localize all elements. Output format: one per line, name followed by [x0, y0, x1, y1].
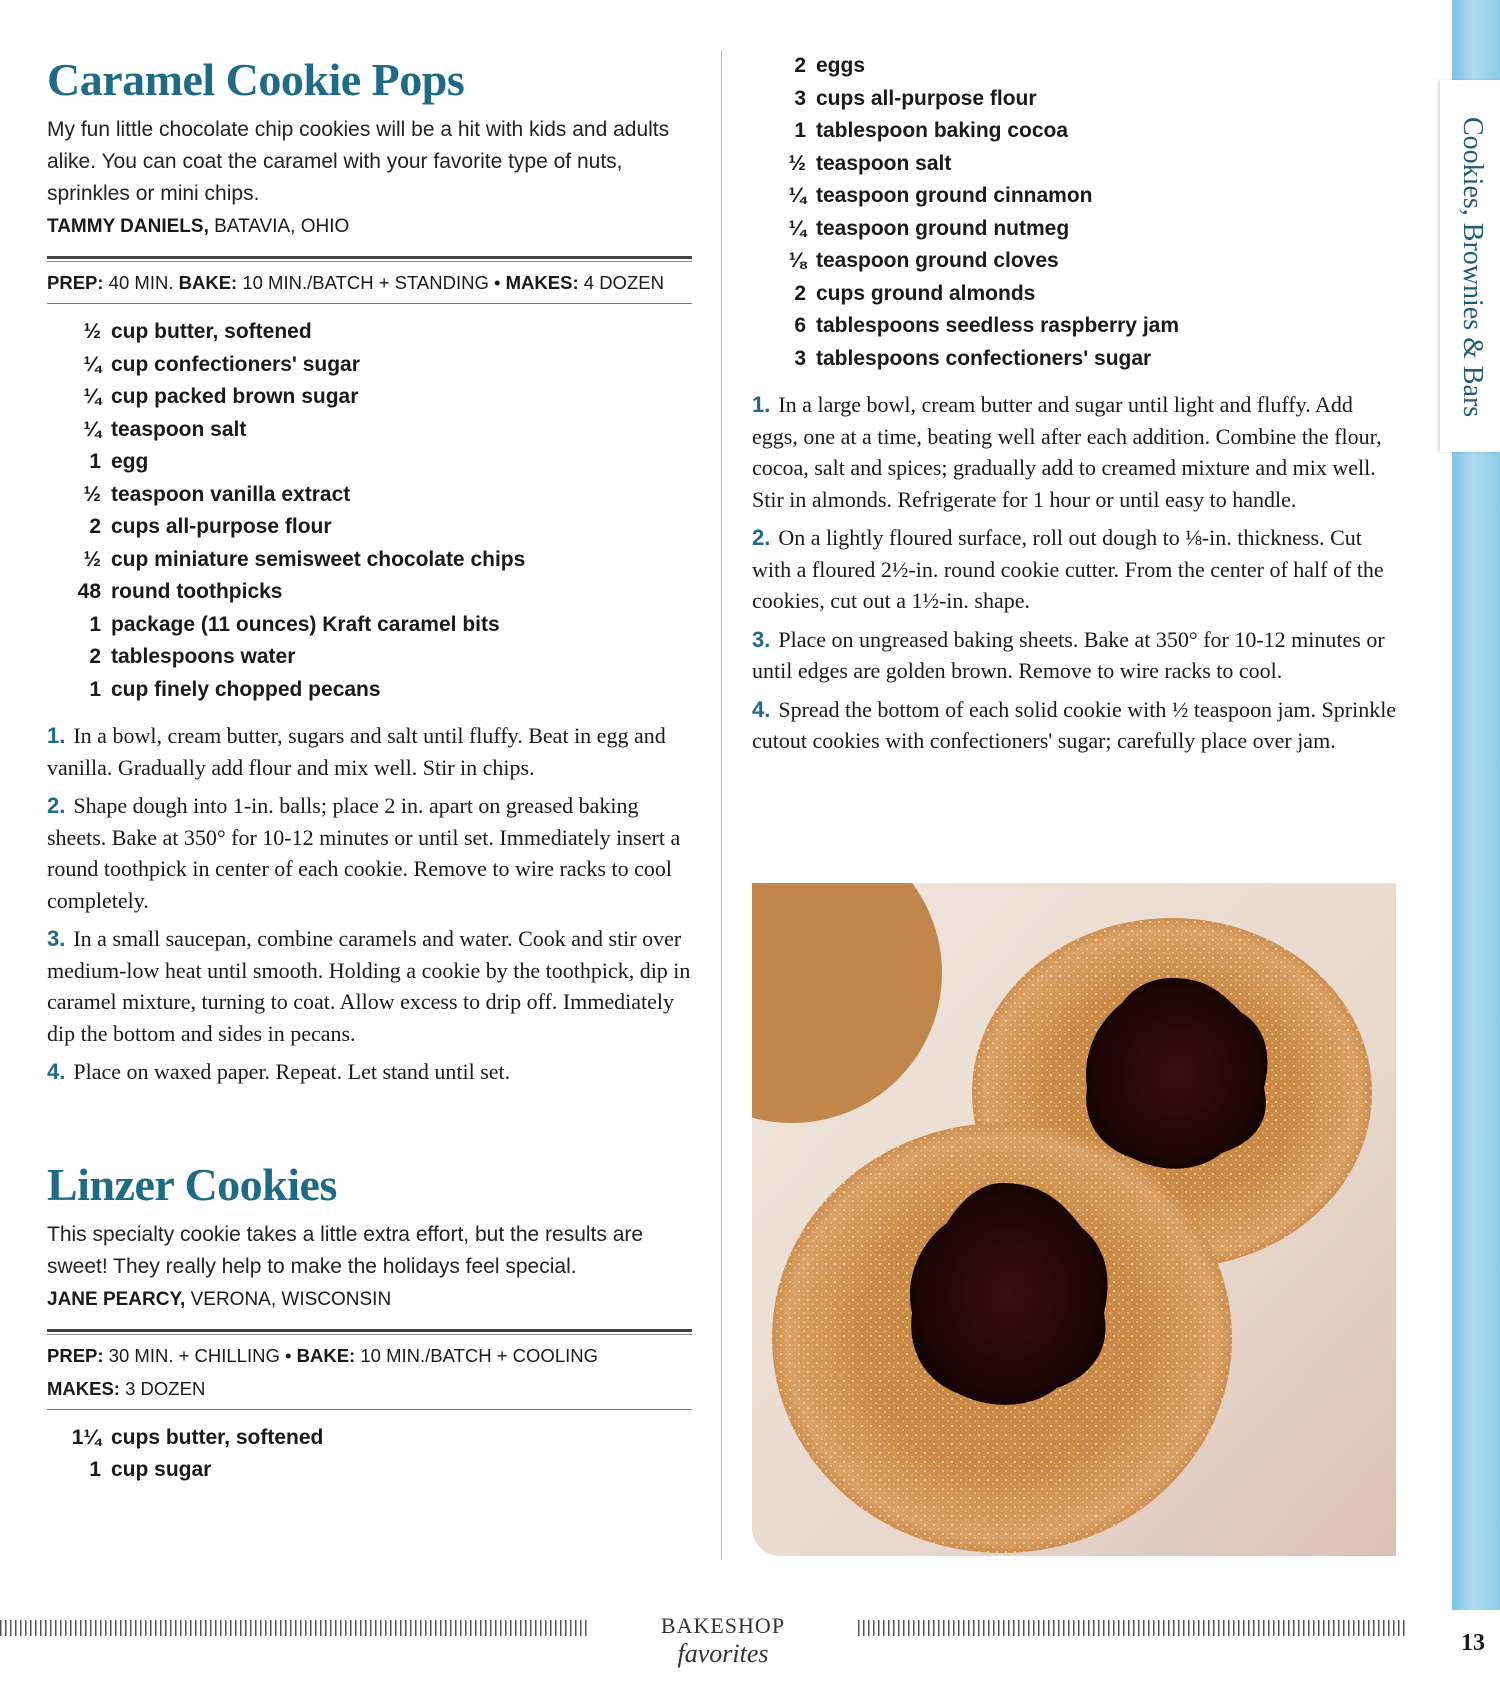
ingredient-name: cup confectioners' sugar — [111, 352, 360, 376]
direction-step — [47, 1056, 692, 1088]
recipe-intro: My fun little chocolate chip cookies will be a hit with kids and adults alike. You can coat the caramel with your favorite type of nuts, sprinkles or mini chips. — [47, 118, 670, 205]
recipe-meta — [47, 1335, 692, 1410]
ingredient-item — [752, 50, 1402, 83]
direction-step — [752, 624, 1402, 687]
step-text: In a bowl, cream butter, sugars and salt until fluffy. Beat in egg and vanilla. Gradually add flour and mix well. Stir in chips. — [47, 723, 666, 780]
ingredient-name: round toothpicks — [111, 580, 283, 603]
ingredient-qty: 1 — [89, 677, 101, 701]
ingredient-name: eggs — [816, 54, 866, 77]
recipe-byline — [47, 1289, 692, 1311]
step-number: 1. — [47, 723, 66, 748]
ingredient-qty: ½ — [788, 151, 806, 175]
step-text: In a large bowl, cream butter and sugar until light and fluffy. Add eggs, one at a time, beating well after each addition. Combine the flour, cocoa, salt and spices; gradually add to creamed mixture and mix well. Stir in almonds. Refrigerate for 1 hour or until easy to handle. — [752, 392, 1382, 512]
ingredient-item — [752, 180, 1402, 213]
meta-label: PREP: — [47, 1344, 104, 1366]
ingredient-item — [752, 83, 1402, 116]
author-name: TAMMY DANIELS, — [47, 216, 209, 237]
ingredient-item — [47, 381, 692, 414]
direction-list — [752, 389, 1402, 757]
ingredient-item — [752, 148, 1402, 181]
brand-caps: BAKESHOP — [660, 1613, 786, 1638]
recipe-meta — [47, 262, 692, 304]
meta-value: 10 MIN./BATCH + STANDING • — [237, 272, 506, 293]
ingredient-item — [752, 245, 1402, 278]
ingredient-name: teaspoon salt — [816, 151, 952, 175]
ingredient-item — [47, 609, 692, 642]
ingredient-item — [47, 446, 692, 479]
brand-italic: favorites — [677, 1639, 769, 1668]
meta-value: 30 MIN. + CHILLING • — [103, 1344, 297, 1366]
right-column — [752, 50, 1402, 764]
step-number: 1. — [752, 392, 771, 417]
direction-step — [752, 389, 1402, 515]
ingredient-list — [752, 50, 1402, 375]
ingredient-qty: ¼ — [788, 184, 806, 207]
meta-line — [47, 266, 692, 299]
ingredient-name: cups butter, softened — [111, 1425, 324, 1449]
ingredient-qty: 2 — [89, 515, 101, 538]
ingredient-list — [47, 316, 692, 706]
ingredient-item — [752, 278, 1402, 311]
ingredient-item — [752, 213, 1402, 246]
ingredient-item — [752, 115, 1402, 148]
ingredient-name: teaspoon ground nutmeg — [816, 216, 1070, 240]
ingredient-qty: 3 — [794, 86, 806, 110]
ingredient-name: cup finely chopped pecans — [111, 677, 381, 701]
meta-value: 40 MIN. — [103, 272, 179, 293]
step-number: 3. — [752, 626, 771, 652]
step-text: Place on waxed paper. Repeat. Let stand until set. — [73, 1059, 511, 1084]
ingredient-qty: ¼ — [83, 352, 101, 376]
meta-label: BAKE: — [296, 1344, 356, 1366]
section-tab-label: Cookies, Brownies & Bars — [1457, 117, 1488, 418]
meta-label: MAKES: — [505, 272, 579, 293]
ingredient-name: egg — [111, 450, 149, 473]
recipe-byline — [47, 216, 692, 238]
step-number: 4. — [752, 696, 771, 722]
ingredient-name: teaspoon ground cinnamon — [816, 184, 1093, 207]
step-text: Place on ungreased baking sheets. Bake at 350° for 10-12 minutes or until edges are golden brown. Remove to wire racks to cool. — [752, 626, 1385, 683]
ingredient-qty: ½ — [83, 547, 101, 571]
ingredient-qty: 1¼ — [71, 1425, 101, 1449]
ingredient-item — [47, 576, 692, 609]
meta-value: 4 DOZEN — [578, 272, 664, 293]
ingredient-name: package (11 ounces) Kraft caramel bits — [111, 612, 500, 636]
meta-line — [47, 1372, 692, 1405]
ingredient-name: tablespoons seedless raspberry jam — [816, 314, 1179, 337]
step-number: 2. — [47, 793, 66, 818]
ingredient-name: tablespoon baking cocoa — [816, 119, 1069, 142]
ingredient-item — [47, 544, 692, 577]
ingredient-name: cup butter, softened — [111, 320, 312, 343]
recipe-title: Caramel Cookie Pops — [47, 54, 465, 105]
ingredient-name: teaspoon ground cloves — [816, 249, 1059, 272]
ingredient-qty: 6 — [794, 314, 806, 337]
ingredient-name: cups ground almonds — [816, 281, 1036, 305]
ingredient-qty: ½ — [83, 482, 101, 506]
direction-step — [47, 720, 692, 783]
meta-label: PREP: — [47, 272, 104, 293]
ingredient-qty: 2 — [794, 54, 806, 77]
ingredient-name: cups all-purpose flour — [111, 515, 332, 538]
ingredient-qty: ¼ — [83, 417, 101, 441]
step-text: Shape dough into 1-in. balls; place 2 in. apart on greased baking sheets. Bake at 350° for 10-12 minutes or until set. Immediately insert a round toothpick in center of each cookie. Remove to wire racks to cool completely. — [47, 793, 681, 913]
page-number: 13 — [1461, 1630, 1485, 1656]
recipe-title: Linzer Cookies — [47, 1158, 337, 1210]
footer-barcode-right — [858, 1620, 1408, 1636]
ingredient-qty: 1 — [89, 1458, 101, 1481]
ingredient-item — [752, 343, 1402, 376]
ingredient-item — [47, 1422, 692, 1455]
meta-line — [47, 1339, 692, 1372]
step-number: 4. — [47, 1059, 66, 1084]
direction-step — [47, 923, 692, 1049]
ingredient-name: cups all-purpose flour — [816, 86, 1037, 110]
ingredient-item — [47, 641, 692, 674]
ingredient-item — [47, 511, 692, 544]
column-divider — [721, 50, 722, 1560]
step-text: Spread the bottom of each solid cookie with ½ teaspoon jam. Sprinkle cutout cookies with confectioners' sugar; carefully place over jam. — [752, 696, 1397, 753]
ingredient-qty: ½ — [83, 320, 101, 343]
step-number: 3. — [47, 926, 66, 951]
ingredient-qty: 3 — [794, 346, 806, 370]
author-name: JANE PEARCY, — [47, 1288, 186, 1310]
step-number: 2. — [752, 525, 771, 550]
ingredient-qty: ¼ — [788, 216, 806, 240]
left-column — [47, 50, 692, 1487]
ingredient-name: teaspoon vanilla extract — [111, 482, 351, 506]
author-place: BATAVIA, OHIO — [208, 216, 350, 237]
step-text: In a small saucepan, combine caramels and water. Cook and stir over medium-low heat until smooth. Holding a cookie by the toothpick, dip in caramel mixture, turning to coat. Allow excess to drip off. Immediately dip the bottom and sides in pecans. — [47, 926, 691, 1046]
ingredient-name: tablespoons water — [111, 645, 296, 668]
ingredient-qty: 1 — [89, 450, 101, 473]
linzer-cookie-photo — [752, 883, 1396, 1556]
ingredient-item — [47, 414, 692, 447]
ingredient-qty: 2 — [89, 645, 101, 668]
footer-barcode-left — [0, 1620, 588, 1636]
recipe-intro: This specialty cookie takes a little extra effort, but the results are sweet! They really help to make the holidays feel special. — [47, 1222, 644, 1278]
ingredient-item — [47, 479, 692, 512]
ingredient-item — [47, 316, 692, 349]
ingredient-qty: 2 — [794, 281, 806, 305]
direction-step — [47, 790, 692, 916]
direction-step — [752, 694, 1402, 757]
direction-step — [752, 522, 1402, 617]
ingredient-name: teaspoon salt — [111, 417, 247, 441]
meta-label: MAKES: — [47, 1377, 120, 1399]
ingredient-qty: 1 — [794, 119, 806, 142]
ingredient-list — [47, 1422, 692, 1487]
meta-label: BAKE: — [178, 272, 238, 293]
direction-list — [47, 720, 692, 1088]
ingredient-name: tablespoons confectioners' sugar — [816, 346, 1152, 370]
ingredient-qty: 48 — [77, 580, 101, 603]
ingredient-qty: 1 — [89, 612, 101, 636]
ingredient-item — [752, 310, 1402, 343]
ingredient-name: cup packed brown sugar — [111, 385, 359, 408]
step-text: On a lightly floured surface, roll out dough to ⅛-in. thickness. Cut with a floured 2½-in. round cookie cutter. From the center of half of the cookies, cut out a 1½-in. shape. — [752, 525, 1384, 613]
ingredient-name: cup sugar — [111, 1458, 212, 1481]
meta-value: 10 MIN./BATCH + COOLING — [355, 1344, 598, 1366]
ingredient-item — [47, 1454, 692, 1487]
ingredient-item — [47, 349, 692, 382]
footer-brand — [613, 1613, 833, 1669]
ingredient-qty: ¼ — [83, 385, 101, 408]
author-place: VERONA, WISCONSIN — [185, 1288, 392, 1310]
ingredient-qty: ⅛ — [788, 249, 806, 272]
meta-value: 3 DOZEN — [119, 1377, 206, 1399]
ingredient-item — [47, 674, 692, 707]
ingredient-name: cup miniature semisweet chocolate chips — [111, 547, 526, 571]
